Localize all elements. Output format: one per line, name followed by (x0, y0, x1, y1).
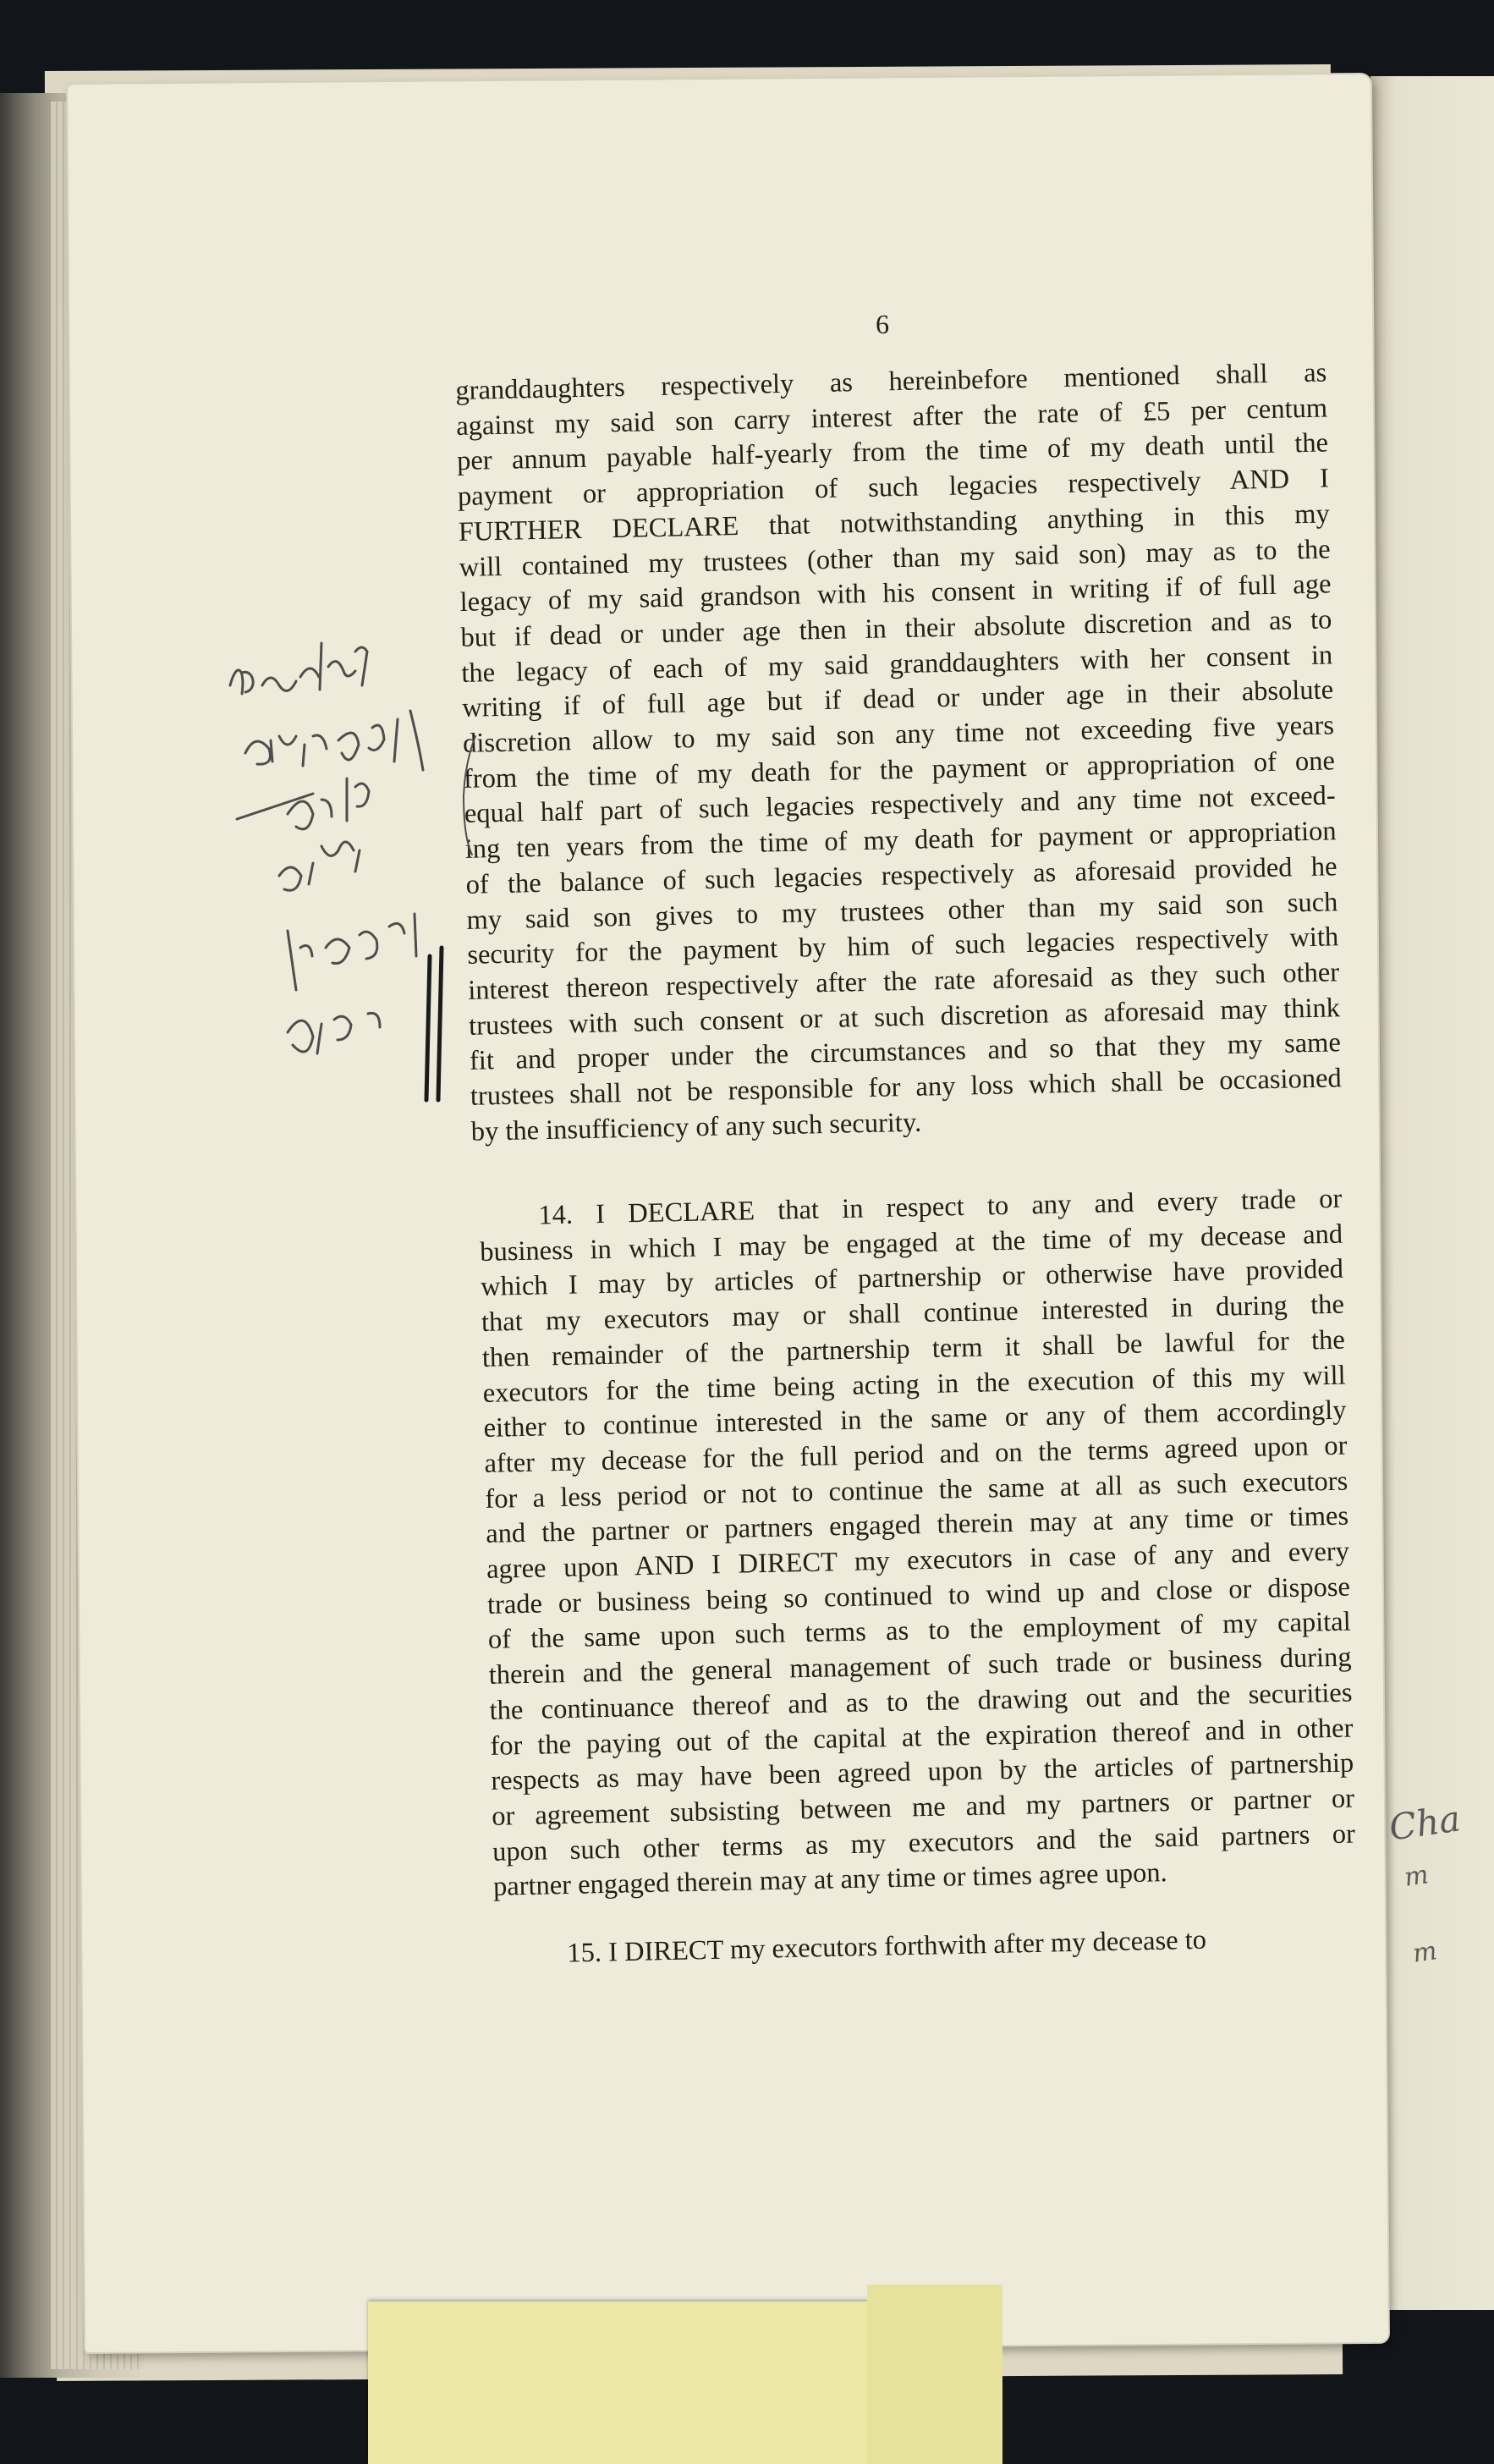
paragraph-14 (479, 1182, 1356, 1906)
text-line: security for the payment by him of such legacies respectively with (467, 921, 1339, 971)
text-line: for the paying out of the capital at the expiration thereof and in other (490, 1713, 1354, 1762)
text-line: the continuance thereof and as to the drawing out and the securities (489, 1677, 1353, 1726)
text-line: then remainder of the partnership term it shall be lawful for the (481, 1324, 1346, 1373)
text-line: either to continue interested in the same or any of them accordingly (483, 1394, 1347, 1444)
text-line: my said son gives to my trustees other than my said son such (466, 886, 1338, 936)
text-line: business in which I may be engaged at the time of my decease and (479, 1218, 1343, 1268)
text-line: executors for the time being acting in the execution of this my will (482, 1360, 1346, 1409)
text-line: 15. I DIRECT my executors forthwith after my decease to (567, 1924, 1207, 1969)
text-line: per annum payable half-yearly from the time of my death until the (456, 427, 1329, 477)
text-line: trustees with such consent or at such discretion as aforesaid may think (468, 992, 1341, 1042)
text-line: granddaughters respectively as hereinbefore mentioned shall as (455, 357, 1327, 406)
text-line: that my executors may or shall continue interested in during the (481, 1289, 1345, 1339)
text-line: discretion allow to my said son any time not exceeding five years (462, 710, 1335, 759)
yellow-slip-2 (867, 2285, 1002, 2464)
text-line: therein and the general management of such trade or business during (488, 1642, 1352, 1691)
margin-handwriting (220, 592, 491, 1117)
facing-page-handwriting-3: m (1410, 1936, 1439, 1969)
text-line: ing ten years from the time of my death for payment or appropriation (464, 816, 1337, 866)
text-line: partner engaged therein may at any time or times agree upon. (492, 1857, 1168, 1903)
text-line: of the same upon such terms as to the employment of my capital (487, 1606, 1352, 1656)
text-line: trade or business being so continued to wind up and close or dispose (486, 1571, 1351, 1620)
text-line: legacy of my said grandson with his consent in writing if of full age (459, 569, 1332, 619)
text-line: payment or appropriation of such legacies respectively AND I (457, 463, 1330, 513)
text-line: against my said son carry interest after the rate of £5 per centum (455, 393, 1328, 442)
text-line: and the partner or partners engaged therein may at any time or times (485, 1500, 1349, 1550)
text-line: the legacy of each of my said granddaughters with her consent in (461, 639, 1333, 689)
text-line: after my decease for the full period and on the terms agreed upon or (484, 1430, 1348, 1479)
text-line: from the time of my death for the payment or appropriation of one (463, 745, 1336, 795)
facing-page-handwriting: Cha (1387, 1797, 1464, 1849)
text-line: by the insufficiency of any such security. (470, 1107, 922, 1147)
text-line: FURTHER DECLARE that notwithstanding anything in this my (458, 498, 1331, 547)
text-line: fit and proper under the circumstances and so that they my same (469, 1027, 1342, 1077)
text-line: trustees shall not be responsible for any loss which shall be occasioned (470, 1063, 1343, 1112)
page-number: 6 (875, 308, 890, 340)
text-line: agree upon AND I DIRECT my executors in case of any and every (486, 1536, 1350, 1585)
text-line: of the balance of such legacies respectively as aforesaid provided he (465, 851, 1337, 900)
text-line: equal half part of such legacies respectively and any time not exceed- (464, 780, 1337, 830)
text-line: which I may by articles of partnership or otherwise have provided (480, 1254, 1344, 1303)
text-line: for a less period or not to continue the same at all as such executors (485, 1466, 1348, 1515)
text-line: will contained my trustees (other than my said son) may as to the (459, 533, 1331, 583)
paragraph-13-continuation (455, 355, 1343, 1150)
text-line: interest thereon respectively after the rate aforesaid as they such other (467, 957, 1340, 1006)
text-line: respects as may have been agreed upon by the articles of partnership (491, 1747, 1354, 1797)
text-line: writing if of full age but if dead or under age in their absolute (461, 674, 1334, 724)
facing-page (1370, 76, 1494, 2310)
text-line: or agreement subsisting between me and my partners or partner or (491, 1783, 1355, 1832)
text-line: 14. I DECLARE that in respect to any and every trade or (538, 1183, 1343, 1231)
text-line: but if dead or under age then in their absolute discretion and as to (460, 604, 1332, 653)
text-line: upon such other terms as my executors and the said partners or (492, 1818, 1356, 1867)
facing-page-handwriting-2: m (1402, 1860, 1431, 1893)
